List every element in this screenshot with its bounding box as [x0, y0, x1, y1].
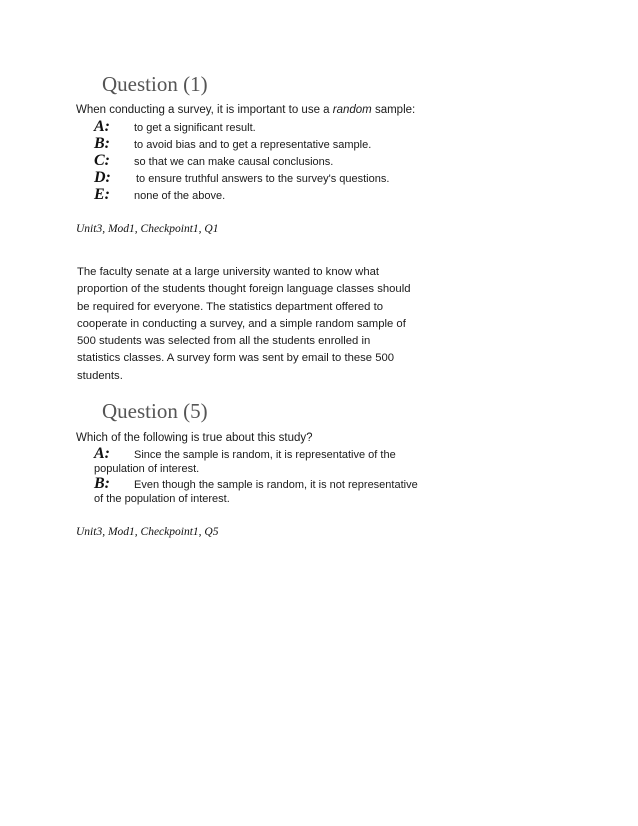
option-b-text: Even though the sample is random, it is not representative: [134, 479, 418, 491]
option-b-text: to avoid bias and to get a representative sample.: [134, 139, 372, 151]
question-1-stem: [76, 104, 415, 116]
option-a-letter: A:: [94, 118, 110, 135]
stem-text-after: sample:: [371, 104, 416, 116]
option-b-letter: B:: [94, 135, 110, 152]
passage-line: cooperate in conducting a survey, and a simple random sample of: [77, 317, 406, 330]
question-1-title: Question (1): [102, 72, 208, 96]
option-e-text: none of the above.: [134, 190, 226, 202]
passage: [77, 264, 447, 385]
question-1-caption: Unit3, Mod1, Checkpoint1, Q1: [76, 223, 219, 235]
option-d-letter: D:: [94, 169, 111, 186]
passage-line: be required for everyone. The statistics department offered to: [77, 300, 384, 313]
passage-line: The faculty senate at a large university wanted to know what: [77, 266, 380, 278]
stem-emphasis: random: [332, 104, 372, 116]
option-e-letter: E:: [94, 186, 110, 203]
option-a-continuation: population of interest.: [94, 463, 200, 475]
passage-line: students.: [77, 369, 123, 382]
passage-line: proportion of the students thought foreign language classes should: [77, 283, 411, 296]
option-c-letter: C:: [94, 152, 110, 169]
option-c-text: so that we can make causal conclusions.: [134, 156, 334, 168]
passage-line: 500 students was selected from all the students enrolled in: [77, 335, 371, 348]
option-b-letter: B:: [94, 475, 110, 492]
option-a-text: Since the sample is random, it is representative of the: [134, 449, 396, 461]
question-5-title: Question (5): [102, 399, 208, 423]
option-a-text: to get a significant result.: [134, 122, 256, 134]
question-5-stem: Which of the following is true about this study?: [76, 432, 313, 444]
question-5-caption: Unit3, Mod1, Checkpoint1, Q5: [76, 526, 219, 538]
stem-text-before: When conducting a survey, it is important to use a: [76, 104, 333, 116]
option-a-letter: A:: [94, 445, 110, 462]
option-b-continuation: of the population of interest.: [94, 493, 230, 505]
option-d-text: to ensure truthful answers to the survey's questions.: [136, 173, 390, 185]
passage-line: statistics classes. A survey form was sent by email to these 500: [77, 352, 395, 365]
